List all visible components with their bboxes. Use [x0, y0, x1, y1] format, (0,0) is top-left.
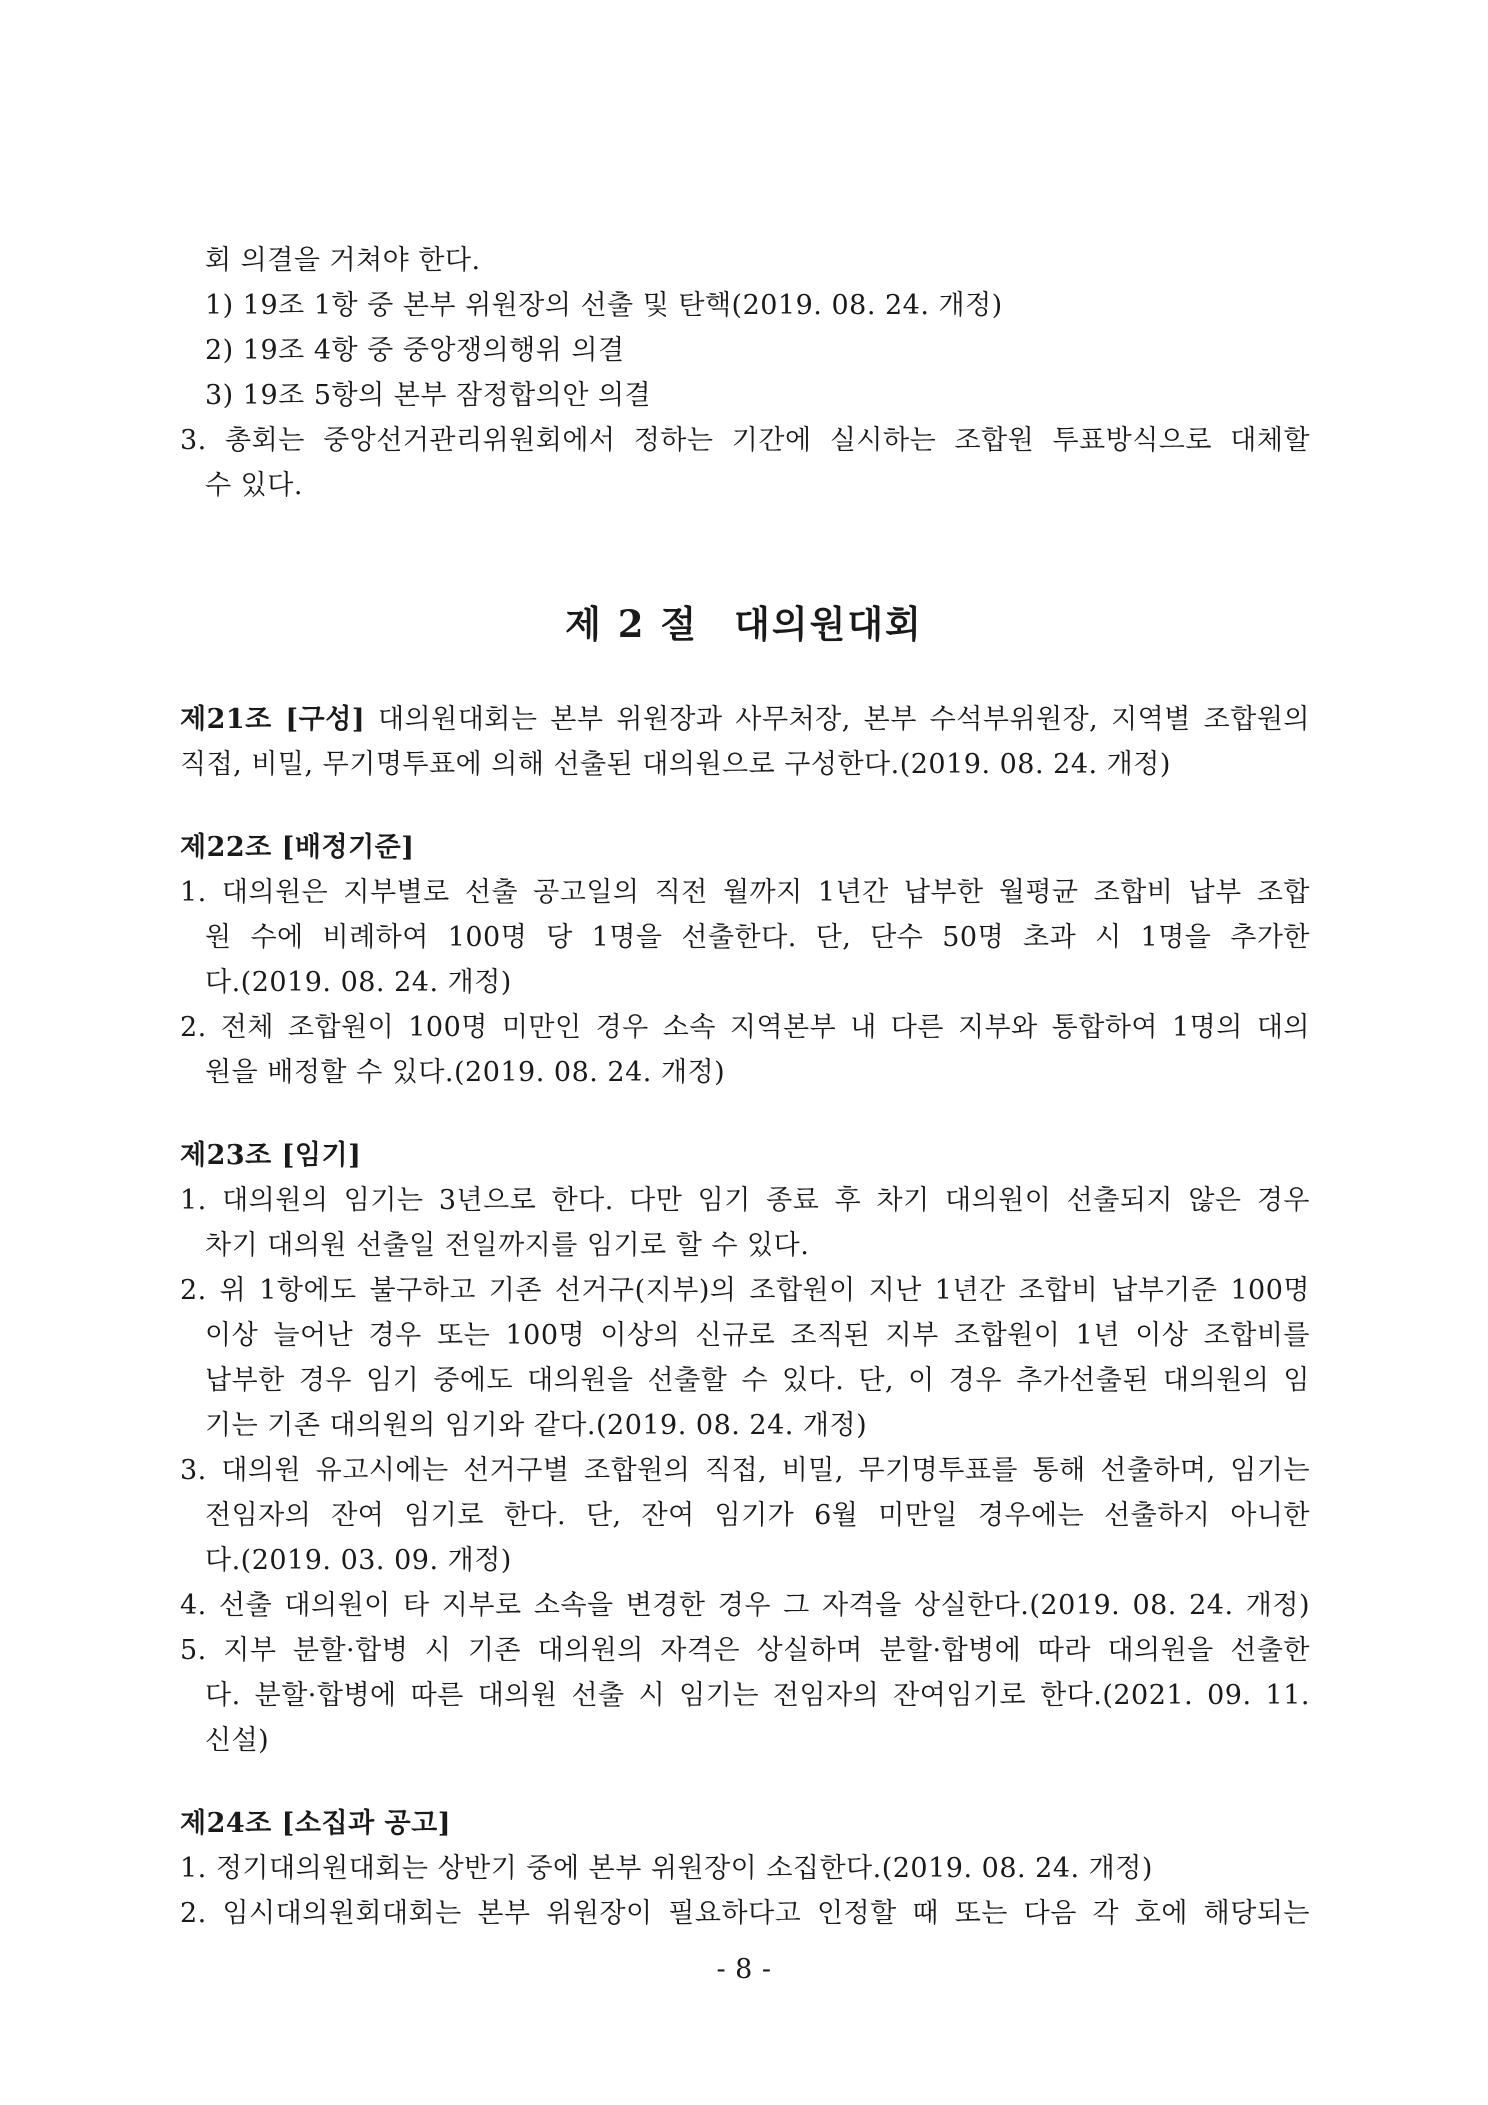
list-item: 2. 전체 조합원이 100명 미만인 경우 소속 지역본부 내 다른 지부와 통합하여 1명의 대의 [180, 1012, 1310, 1043]
list-item-continuation: 다.(2019. 03. 09. 개정) [205, 1545, 512, 1576]
article-heading: 제21조 [구성] [180, 704, 366, 735]
sub-item: 1) 19조 1항 중 본부 위원장의 선출 및 탄핵(2019. 08. 24. 개정) [205, 290, 1003, 321]
list-item-continuation: 다.(2019. 08. 24. 개정) [205, 967, 512, 998]
section-number: 제 2 절 [565, 602, 699, 646]
article-text: 직접, 비밀, 무기명투표에 의해 선출된 대의원으로 구성한다.(2019. 08. 24. 개정) [180, 749, 1171, 780]
list-item-continuation: 원 수에 비례하여 100명 당 1명을 선출한다. 단, 단수 50명 초과 시 1명을 추가한 [205, 922, 1310, 953]
article-text: 대의원대회는 본부 위원장과 사무처장, 본부 수석부위원장, 지역별 조합원의 [365, 704, 1310, 735]
article-heading: 제22조 [배정기준] [180, 832, 415, 863]
list-item: 2. 위 1항에도 불구하고 기존 선거구(지부)의 조합원이 지난 1년간 조합비 납부기준 100명 [180, 1275, 1310, 1306]
list-item: 3. 총회는 중앙선거관리위원회에서 정하는 기간에 실시하는 조합원 투표방식으로 대체할 [180, 425, 1310, 456]
article-heading: 제24조 [소집과 공고] [180, 1808, 451, 1839]
sub-item: 3) 19조 5항의 본부 잠정합의안 의결 [205, 380, 652, 411]
article-21-line [180, 697, 1310, 742]
list-item-continuation: 차기 대의원 선출일 전일까지를 임기로 할 수 있다. [205, 1230, 810, 1261]
page-number: - 8 - [716, 1954, 772, 1985]
list-item: 1. 대의원은 지부별로 선출 공고일의 직전 월까지 1년간 납부한 월평균 조합비 납부 조합 [180, 877, 1310, 908]
sub-item: 2) 19조 4항 중 중앙쟁의행위 의결 [205, 335, 625, 366]
list-item-continuation: 다. 분할·합병에 따른 대의원 선출 시 임기는 전임자의 잔여임기로 한다.(2021. 09. 11. [205, 1680, 1310, 1711]
section-title [0, 597, 1488, 651]
list-item-continuation: 기는 기존 대의원의 임기와 같다.(2019. 08. 24. 개정) [205, 1410, 868, 1441]
list-item: 1. 대의원의 임기는 3년으로 한다. 다만 임기 종료 후 차기 대의원이 선출되지 않은 경우 [180, 1185, 1310, 1216]
list-item-continuation: 신설) [205, 1725, 270, 1756]
continuation-line: 회 의결을 거쳐야 한다. [205, 245, 481, 276]
list-item: 2. 임시대의원회대회는 본부 위원장이 필요하다고 인정할 때 또는 다음 각 호에 해당되는 [180, 1898, 1310, 1929]
list-item: 3. 대의원 유고시에는 선거구별 조합원의 직접, 비밀, 무기명투표를 통해 선출하며, 임기는 [180, 1455, 1310, 1486]
list-item-continuation: 수 있다. [205, 470, 303, 501]
section-name: 대의원대회 [734, 602, 923, 646]
list-item: 5. 지부 분할·합병 시 기존 대의원의 자격은 상실하며 분할·합병에 따라 대의원을 선출한 [180, 1635, 1310, 1666]
list-item: 4. 선출 대의원이 타 지부로 소속을 변경한 경우 그 자격을 상실한다.(2019. 08. 24. 개정) [180, 1590, 1310, 1621]
list-item-continuation: 이상 늘어난 경우 또는 100명 이상의 신규로 조직된 지부 조합원이 1년 이상 조합비를 [205, 1320, 1310, 1351]
list-item-continuation: 원을 배정할 수 있다.(2019. 08. 24. 개정) [205, 1057, 726, 1088]
list-item-continuation: 전임자의 잔여 임기로 한다. 단, 잔여 임기가 6월 미만일 경우에는 선출하지 아니한 [205, 1500, 1310, 1531]
list-item-continuation: 납부한 경우 임기 중에도 대의원을 선출할 수 있다. 단, 이 경우 추가선출된 대의원의 임 [205, 1365, 1310, 1396]
article-heading: 제23조 [임기] [180, 1140, 362, 1171]
list-item: 1. 정기대의원대회는 상반기 중에 본부 위원장이 소집한다.(2019. 08. 24. 개정) [180, 1853, 1153, 1884]
